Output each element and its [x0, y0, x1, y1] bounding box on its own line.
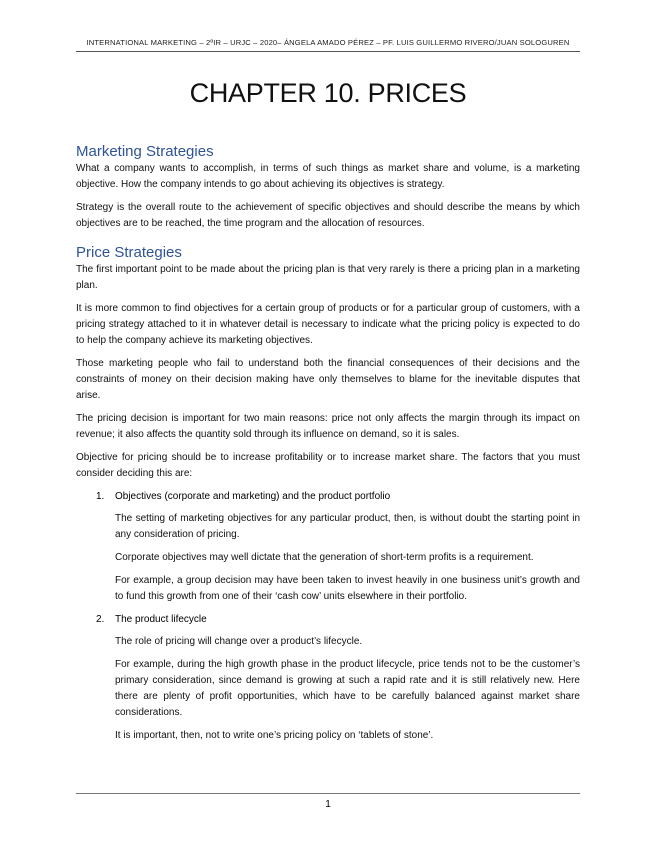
running-header: INTERNATIONAL MARKETING – 2ºIR – URJC – 2020– ÁNGELA AMADO PÉREZ – PF. LUIS GUILLERMO RIVERO/JUAN SOLOGUREN	[86, 38, 570, 47]
list-item-paragraph: For example, a group decision may have been taken to invest heavily in one business unit’s growth and to fund this growth from one of their ‘cash cow’ units elsewhere in their portfolio.	[115, 575, 580, 602]
list-item-number: 1.	[96, 491, 105, 502]
paragraph: Strategy is the overall route to the achievement of specific objectives and should describe the means by which objectives are to be reached, the time program and the allocation of resources.	[76, 202, 580, 229]
paragraph: Objective for pricing should be to increase profitability or to increase market share. The factors that you must consider deciding this are:	[76, 452, 580, 479]
header-divider	[76, 51, 580, 52]
list-item-label: Objectives (corporate and marketing) and the product portfolio	[115, 491, 391, 502]
paragraph: What a company wants to accomplish, in terms of such things as market share and volume, is a marketing objective. How the company intends to go about achieving its objectives is strategy.	[76, 163, 580, 190]
list-item-number: 2.	[96, 614, 105, 625]
list-item-label: The product lifecycle	[115, 614, 207, 625]
list-item-paragraph: The role of pricing will change over a product’s lifecycle.	[115, 636, 363, 647]
numbered-list	[76, 489, 580, 744]
page-number: 1	[325, 799, 331, 810]
list-item-paragraph: The setting of marketing objectives for any particular product, then, is without doubt the starting point in any consideration of pricing.	[115, 513, 580, 540]
paragraph: The first important point to be made about the pricing plan is that very rarely is there a pricing plan in a marketing plan.	[76, 264, 580, 291]
paragraph: It is more common to find objectives for a certain group of products or for a particular group of customers, with a pricing strategy attached to it in whatever detail is necessary to indicate what the pricing policy is expected to do to help the company achieve its marketing objectives.	[76, 303, 580, 346]
list-item-title	[76, 612, 580, 628]
paragraph: The pricing decision is important for two main reasons: price not only affects the margin through its impact on revenue; it also affects the quantity sold through its influence on demand, so it is sales.	[76, 413, 580, 440]
chapter-title: CHAPTER 10. PRICES	[189, 78, 467, 108]
document-body	[76, 143, 580, 751]
list-item-title	[76, 489, 580, 505]
footer-divider	[76, 793, 580, 794]
paragraph: Those marketing people who fail to understand both the financial consequences of their decisions and the constraints of money on their decision making have only themselves to blame for the inevitable disputes that arise.	[76, 358, 580, 401]
section-heading-price-strategies: Price Strategies	[76, 244, 182, 261]
list-item-paragraph: For example, during the high growth phase in the product lifecycle, price tends not to be the customer’s primary consideration, since demand is growing at such a rapid rate and it is still relatively new. Here there are plenty of profit opportunities, which have to be carefully balanced against market share considerations.	[115, 659, 580, 718]
section-heading-marketing-strategies: Marketing Strategies	[76, 143, 214, 160]
list-item-paragraph: It is important, then, not to write one’s pricing policy on ‘tablets of stone’.	[115, 730, 434, 741]
list-item-paragraph: Corporate objectives may well dictate that the generation of short-term profits is a requirement.	[115, 552, 534, 563]
